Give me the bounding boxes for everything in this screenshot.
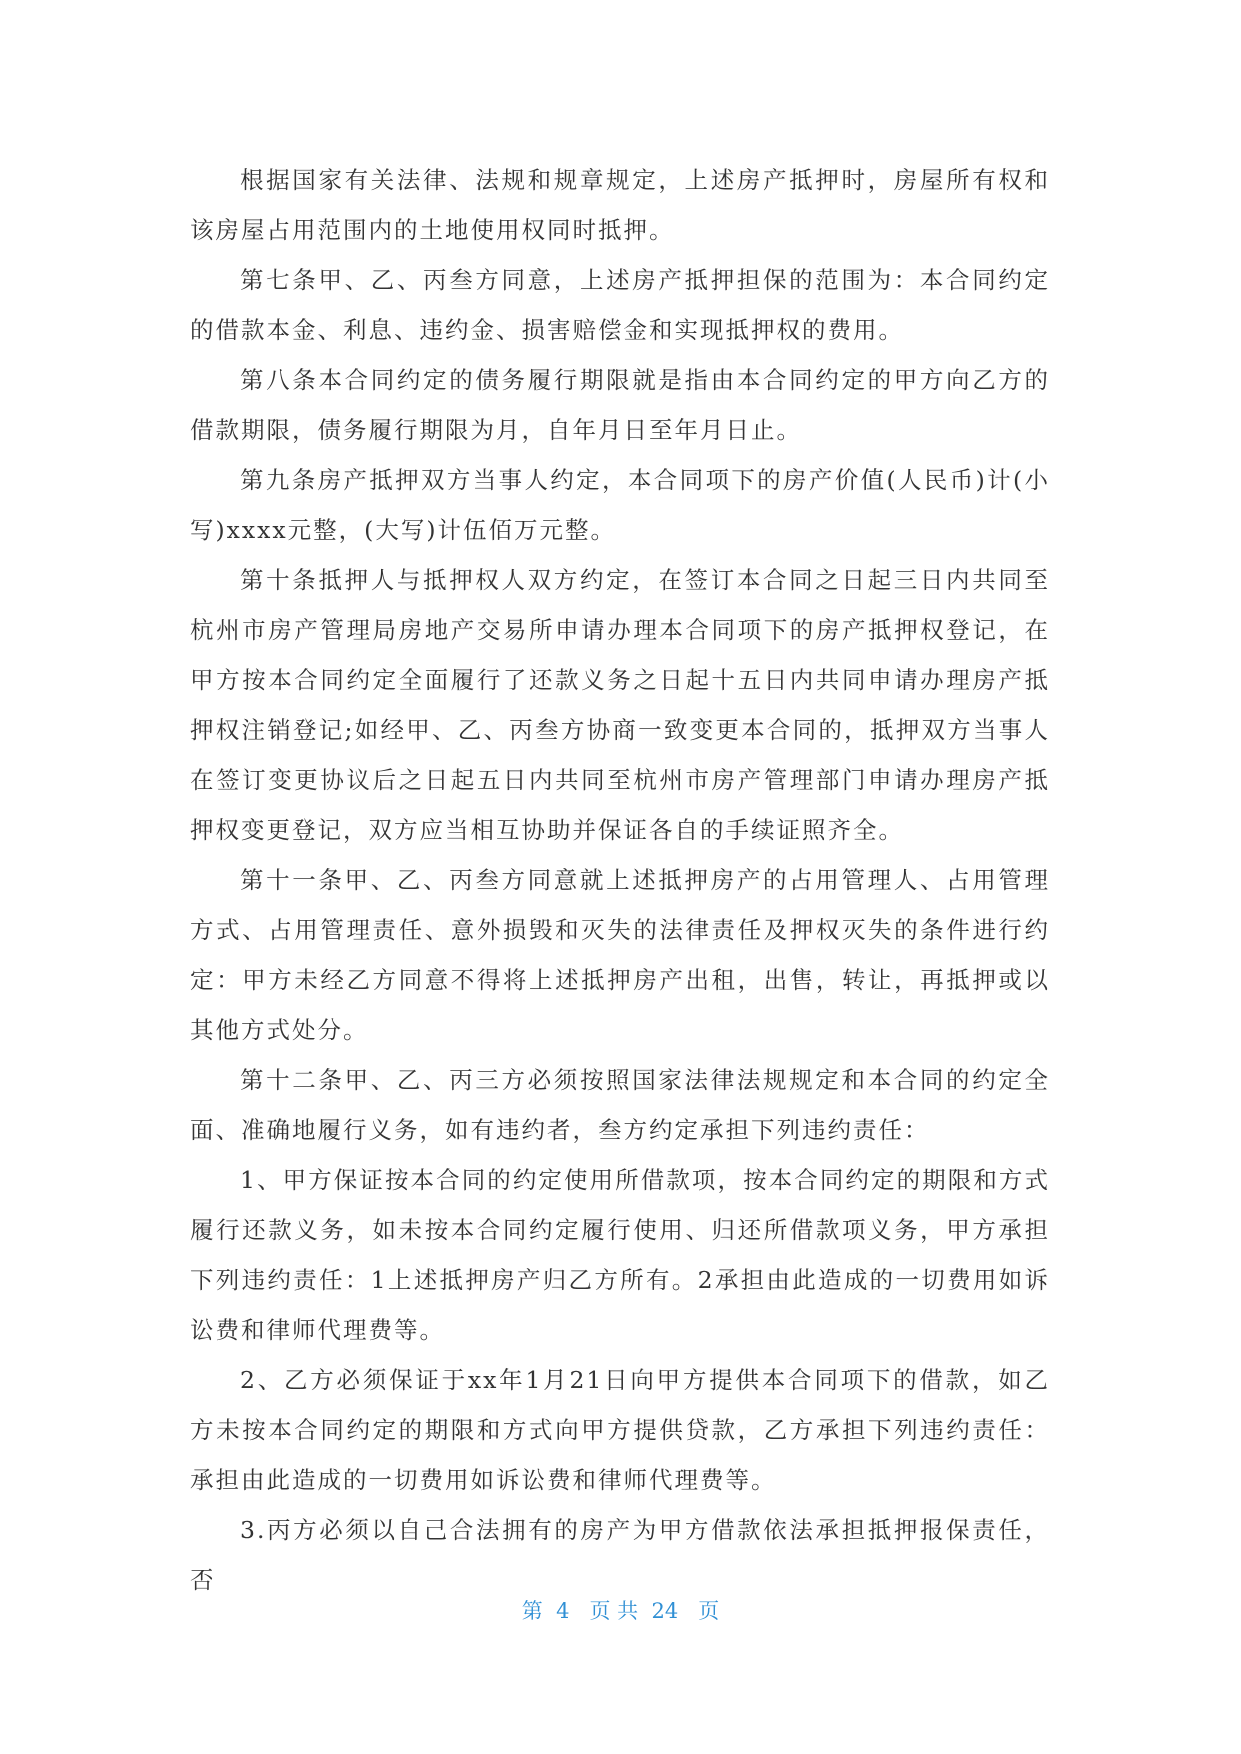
paragraph-article-10: 第十条抵押人与抵押权人双方约定，在签订本合同之日起三日内共同至杭州市房产管理局房地产交易所申请办理本合同项下的房产抵押权登记，在甲方按本合同约定全面履行了还款义务之日起十五日内共同申请办理房产抵押权注销登记;如经甲、乙、丙叁方协商一致变更本合同的，抵押双方当事人在签订变更协议后之日起五日内共同至杭州市房产管理部门申请办理房产抵押权变更登记，双方应当相互协助并保证各自的手续证照齐全。 <box>190 566 1050 844</box>
page-number-footer: 第 4 页 共 24 页 <box>521 1599 720 1623</box>
paragraph-article-11: 第十一条甲、乙、丙叁方同意就上述抵押房产的占用管理人、占用管理方式、占用管理责任、意外损毁和灭失的法律责任及押权灭失的条件进行约定：甲方未经乙方同意不得将上述抵押房产出租，出售，转让，再抵押或以其他方式处分。 <box>190 866 1050 1044</box>
paragraph-clause-2: 2、乙方必须保证于xx年1月21日向甲方提供本合同项下的借款，如乙方未按本合同约定的期限和方式向甲方提供贷款，乙方承担下列违约责任：承担由此造成的一切费用如诉讼费和律师代理费等。 <box>190 1366 1050 1494</box>
paragraph-article-8: 第八条本合同约定的债务履行期限就是指由本合同约定的甲方向乙方的借款期限，债务履行期限为月，自年月日至年月日止。 <box>190 366 1050 444</box>
paragraph-mortgage-scope-law: 根据国家有关法律、法规和规章规定，上述房产抵押时，房屋所有权和该房屋占用范围内的土地使用权同时抵押。 <box>190 166 1050 244</box>
paragraph-article-7: 第七条甲、乙、丙叁方同意，上述房产抵押担保的范围为：本合同约定的借款本金、利息、违约金、损害赔偿金和实现抵押权的费用。 <box>190 266 1050 344</box>
paragraph-clause-1: 1、甲方保证按本合同的约定使用所借款项，按本合同约定的期限和方式履行还款义务，如未按本合同约定履行使用、归还所借款项义务，甲方承担下列违约责任：1上述抵押房产归乙方所有。2承担由此造成的一切费用如诉讼费和律师代理费等。 <box>190 1166 1050 1344</box>
paragraph-article-12: 第十二条甲、乙、丙三方必须按照国家法律法规规定和本合同的约定全面、准确地履行义务，如有违约者，叁方约定承担下列违约责任： <box>190 1066 1050 1144</box>
paragraph-clause-3: 3.丙方必须以自己合法拥有的房产为甲方借款依法承担抵押报保责任，否 <box>190 1516 1050 1594</box>
paragraph-article-9: 第九条房产抵押双方当事人约定，本合同项下的房产价值(人民币)计(小写)xxxx元整，(大写)计伍佰万元整。 <box>190 466 1050 544</box>
document-body <box>190 155 1050 1605</box>
